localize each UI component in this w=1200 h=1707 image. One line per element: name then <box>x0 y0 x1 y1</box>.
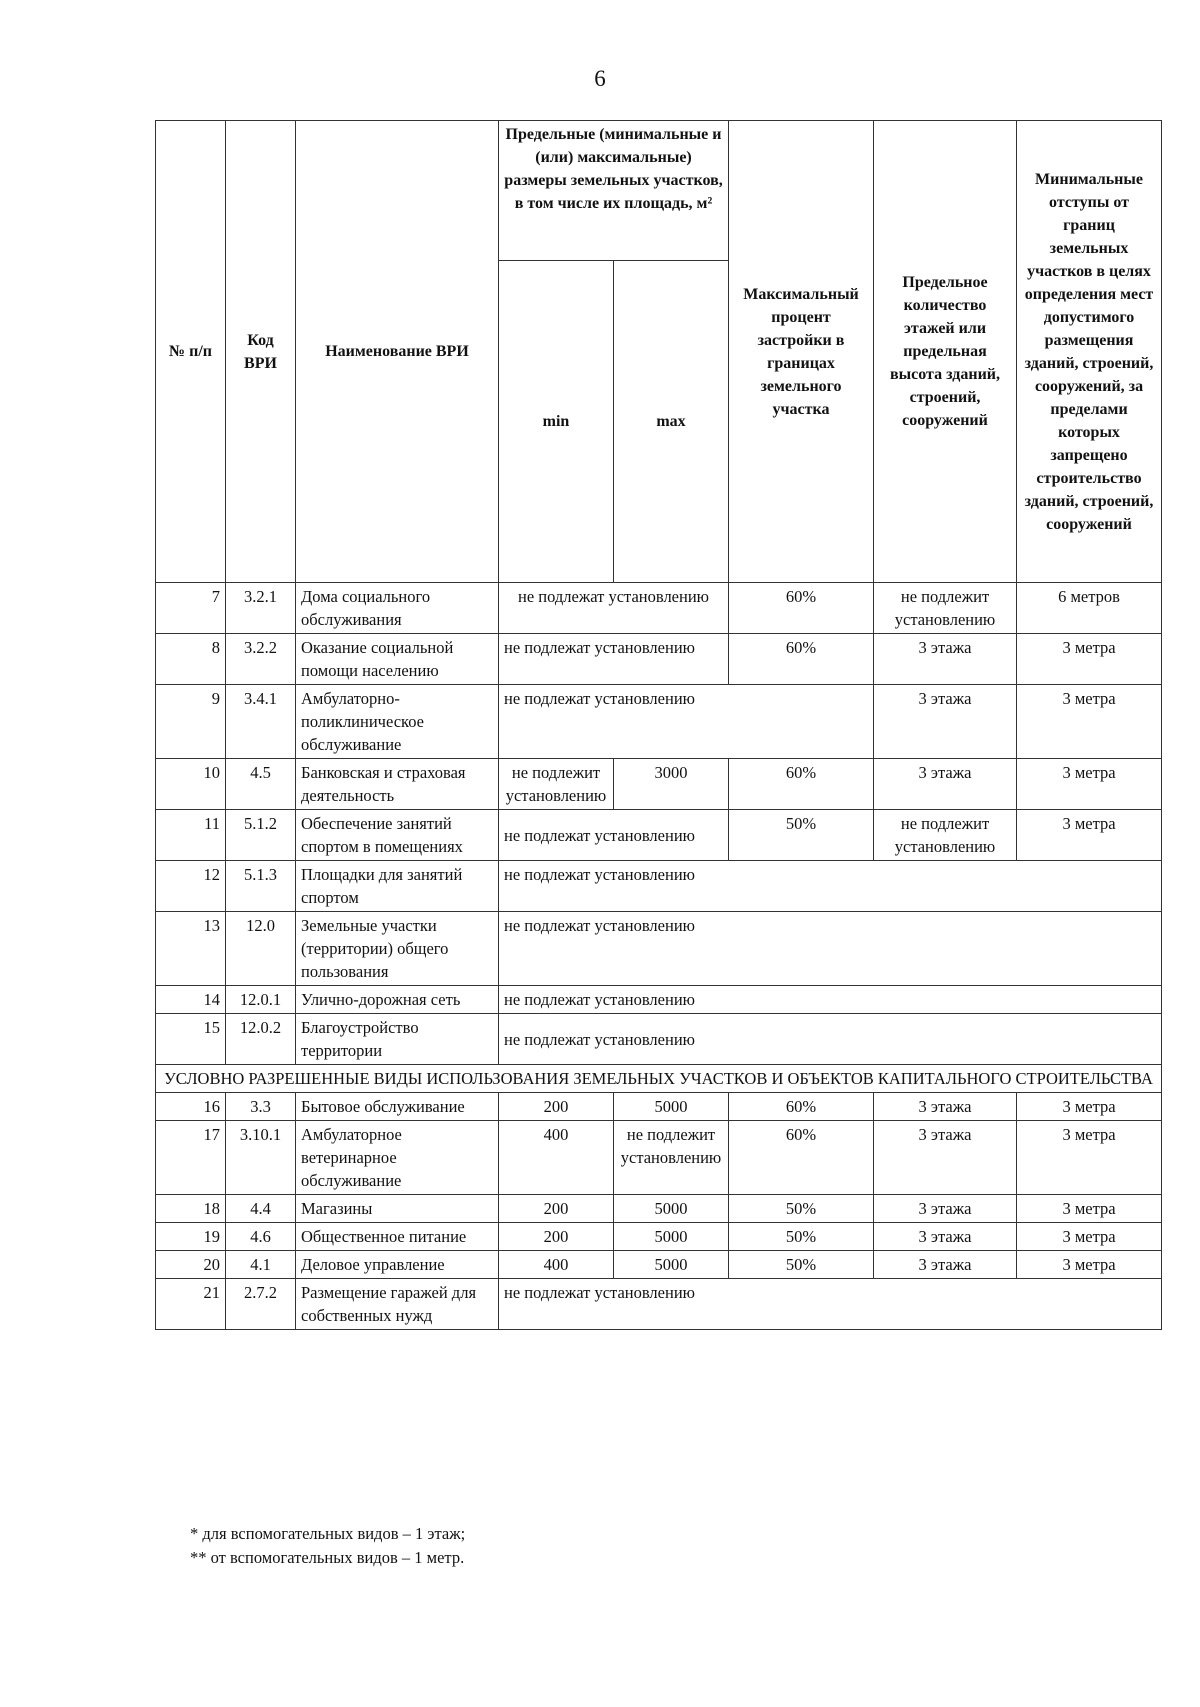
row-num: 12 <box>156 861 226 912</box>
row-code: 3.3 <box>226 1093 296 1121</box>
table-row <box>156 1014 1162 1065</box>
header-row <box>156 121 1162 261</box>
page-number: 6 <box>594 66 606 91</box>
row-code: 3.10.1 <box>226 1121 296 1195</box>
row-num: 16 <box>156 1093 226 1121</box>
row-min: 200 <box>499 1093 614 1121</box>
table-row <box>156 685 1162 759</box>
row-setback: 3 метра <box>1017 1223 1162 1251</box>
row-name: Оказание социальной помощи населению <box>296 634 499 685</box>
row-sizes: не подлежат установлению <box>499 634 729 685</box>
table-row <box>156 1121 1162 1195</box>
row-code: 4.6 <box>226 1223 296 1251</box>
row-floors: 3 этажа <box>874 759 1017 810</box>
row-num: 7 <box>156 583 226 634</box>
footnotes <box>190 1522 465 1570</box>
row-num: 15 <box>156 1014 226 1065</box>
table-row <box>156 1093 1162 1121</box>
row-all: не подлежат установлению <box>499 1014 1162 1065</box>
row-setback: 6 метров <box>1017 583 1162 634</box>
header-floors: Предельное количество этажей или предельная высота зданий, строений, сооружений <box>874 121 1017 583</box>
row-name: Бытовое обслуживание <box>296 1093 499 1121</box>
row-setback: 3 метра <box>1017 1195 1162 1223</box>
row-percent: 60% <box>729 634 874 685</box>
row-min: не подлежит установлению <box>499 759 614 810</box>
row-name: Общественное питание <box>296 1223 499 1251</box>
row-code: 3.2.1 <box>226 583 296 634</box>
table-row <box>156 1223 1162 1251</box>
row-floors: 3 этажа <box>874 1121 1017 1195</box>
row-floors: 3 этажа <box>874 685 1017 759</box>
row-name: Дома социального обслуживания <box>296 583 499 634</box>
row-all: не подлежат установлению <box>499 1279 1162 1330</box>
row-name: Размещение гаражей для собственных нужд <box>296 1279 499 1330</box>
row-num: 8 <box>156 634 226 685</box>
row-max: 3000 <box>614 759 729 810</box>
row-code: 5.1.3 <box>226 861 296 912</box>
row-setback: 3 метра <box>1017 1121 1162 1195</box>
row-code: 12.0.2 <box>226 1014 296 1065</box>
header-min: min <box>499 261 614 583</box>
table-row <box>156 583 1162 634</box>
row-min: 400 <box>499 1251 614 1279</box>
row-setback: 3 метра <box>1017 685 1162 759</box>
row-num: 18 <box>156 1195 226 1223</box>
row-name: Площадки для занятий спортом <box>296 861 499 912</box>
row-percent: 60% <box>729 1121 874 1195</box>
row-percent: 60% <box>729 759 874 810</box>
row-floors: 3 этажа <box>874 634 1017 685</box>
row-floors: не подлежит установлению <box>874 810 1017 861</box>
row-all: не подлежат установлению <box>499 912 1162 986</box>
row-code: 4.1 <box>226 1251 296 1279</box>
row-max: 5000 <box>614 1093 729 1121</box>
row-setback: 3 метра <box>1017 1251 1162 1279</box>
row-code: 2.7.2 <box>226 1279 296 1330</box>
row-num: 20 <box>156 1251 226 1279</box>
table-row <box>156 810 1162 861</box>
table-row <box>156 1251 1162 1279</box>
row-percent: 60% <box>729 1093 874 1121</box>
row-percent: 60% <box>729 583 874 634</box>
header-name: Наименование ВРИ <box>296 121 499 583</box>
row-max: не подлежит установлению <box>614 1121 729 1195</box>
table-row <box>156 1279 1162 1330</box>
row-name: Земельные участки (территории) общего пользования <box>296 912 499 986</box>
row-code: 3.4.1 <box>226 685 296 759</box>
header-num: № п/п <box>156 121 226 583</box>
row-floors: 3 этажа <box>874 1251 1017 1279</box>
header-setback: Минимальные отступы от границ земельных участков в целях определения мест допустимого размещения зданий, строений, сооружений, за пределами которых запрещено строительство зданий, строений, сооружений <box>1017 121 1162 583</box>
row-percent: 50% <box>729 810 874 861</box>
row-code: 12.0.1 <box>226 986 296 1014</box>
table-row <box>156 861 1162 912</box>
row-all: не подлежат установлению <box>499 861 1162 912</box>
regulations-table <box>155 120 1162 1330</box>
row-code: 4.4 <box>226 1195 296 1223</box>
row-num: 13 <box>156 912 226 986</box>
row-percent: 50% <box>729 1223 874 1251</box>
row-name: Амбулаторное ветеринарное обслуживание <box>296 1121 499 1195</box>
row-num: 14 <box>156 986 226 1014</box>
table-row <box>156 634 1162 685</box>
row-all: не подлежат установлению <box>499 986 1162 1014</box>
row-name: Благоустройство территории <box>296 1014 499 1065</box>
row-num: 17 <box>156 1121 226 1195</box>
row-percent: 50% <box>729 1251 874 1279</box>
row-num: 21 <box>156 1279 226 1330</box>
row-name: Магазины <box>296 1195 499 1223</box>
header-code: Код ВРИ <box>226 121 296 583</box>
section-title: УСЛОВНО РАЗРЕШЕННЫЕ ВИДЫ ИСПОЛЬЗОВАНИЯ ЗЕМЕЛЬНЫХ УЧАСТКОВ И ОБЪЕКТОВ КАПИТАЛЬНОГО СТРОИТЕЛЬСТВА <box>156 1065 1162 1093</box>
row-min: 400 <box>499 1121 614 1195</box>
row-floors: не подлежит установлению <box>874 583 1017 634</box>
row-num: 11 <box>156 810 226 861</box>
row-floors: 3 этажа <box>874 1093 1017 1121</box>
row-name: Обеспечение занятий спортом в помещениях <box>296 810 499 861</box>
row-code: 5.1.2 <box>226 810 296 861</box>
row-max: 5000 <box>614 1195 729 1223</box>
row-floors: 3 этажа <box>874 1223 1017 1251</box>
row-max: 5000 <box>614 1223 729 1251</box>
footnote: ** от вспомогательных видов – 1 метр. <box>190 1548 465 1567</box>
row-code: 3.2.2 <box>226 634 296 685</box>
row-max: 5000 <box>614 1251 729 1279</box>
row-name: Улично-дорожная сеть <box>296 986 499 1014</box>
row-sizes: не подлежат установлению <box>499 583 729 634</box>
row-code: 12.0 <box>226 912 296 986</box>
table-row <box>156 759 1162 810</box>
header-percent: Максимальный процент застройки в границах земельного участка <box>729 121 874 583</box>
section-row <box>156 1065 1162 1093</box>
footnote: * для вспомогательных видов – 1 этаж; <box>190 1524 466 1543</box>
row-sizes-percent: не подлежат установлению <box>499 685 874 759</box>
table-row <box>156 912 1162 986</box>
row-name: Деловое управление <box>296 1251 499 1279</box>
table-row <box>156 1195 1162 1223</box>
row-floors: 3 этажа <box>874 1195 1017 1223</box>
row-sizes: не подлежат установлению <box>499 810 729 861</box>
row-setback: 3 метра <box>1017 634 1162 685</box>
row-setback: 3 метра <box>1017 759 1162 810</box>
row-min: 200 <box>499 1195 614 1223</box>
row-code: 4.5 <box>226 759 296 810</box>
header-sizes: Предельные (минимальные и (или) максимальные) размеры земельных участков, в том числе их площадь, м² <box>499 121 729 261</box>
row-min: 200 <box>499 1223 614 1251</box>
header-max: max <box>614 261 729 583</box>
row-setback: 3 метра <box>1017 1093 1162 1121</box>
row-num: 10 <box>156 759 226 810</box>
row-name: Амбулаторно-поликлиническое обслуживание <box>296 685 499 759</box>
row-num: 9 <box>156 685 226 759</box>
row-num: 19 <box>156 1223 226 1251</box>
row-percent: 50% <box>729 1195 874 1223</box>
table-row <box>156 986 1162 1014</box>
row-setback: 3 метра <box>1017 810 1162 861</box>
row-name: Банковская и страховая деятельность <box>296 759 499 810</box>
